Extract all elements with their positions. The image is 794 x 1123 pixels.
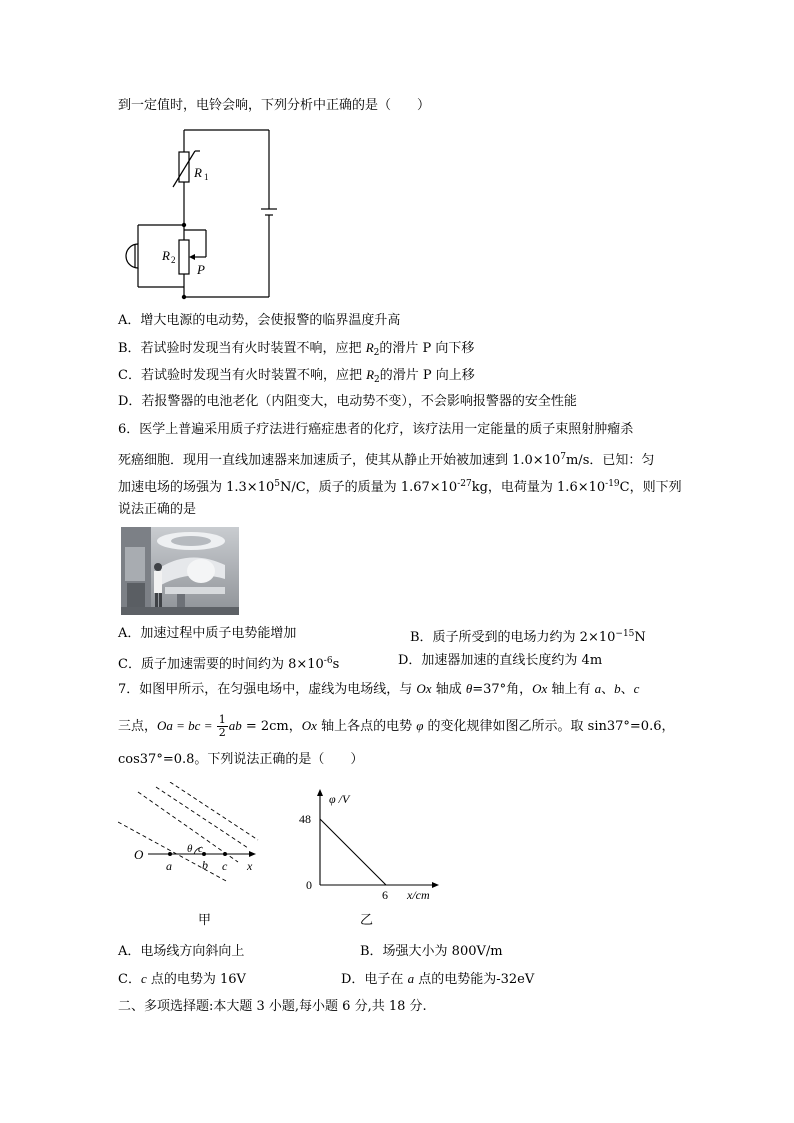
q7-stem-line1: 7．如图甲所示，在匀强电场中，虚线为电场线，与 Ox 轴成 θ=37°角，Ox 轴上有 a、b、c xyxy=(118,681,640,697)
q6-stem-line2: 死癌细胞．现用一直线加速器来加速质子，使其从静止开始被加速到 $1.0\times 10^7m/s$．已知：匀 xyxy=(118,452,655,468)
point-b-label: b xyxy=(202,858,208,872)
q5-option-b: B．若试验时发现当有火时装置不响，应把 $R_2$的滑片 P 向下移 xyxy=(118,340,475,358)
point-a-label: a xyxy=(166,859,172,873)
one-half-fraction: $\frac{1}{2}$ xyxy=(218,713,226,739)
slider-label: P xyxy=(197,262,205,277)
theta-label: θ xyxy=(187,843,193,855)
q7-option-c: C．c 点的电势为 16V xyxy=(118,971,246,987)
q6-stem-line1: 6．医学上普遍采用质子疗法进行癌症患者的化疗，该疗法用一定能量的质子束照射肿瘤杀 xyxy=(118,422,634,437)
section-2-heading: 二、多项选择题:本大题 3 小题,每小题 6 分,共 18 分. xyxy=(118,999,427,1014)
figure-jia-field-lines xyxy=(118,782,268,882)
origin-zero: 0 xyxy=(306,878,312,892)
y-axis-label: φ /V xyxy=(329,792,350,806)
q6-stem-line3: 加速电场的场强为 $1.3\times 10^5N/C$，质子的质量为 $1.67\times 10^{-27}kg$，电荷量为 $1.6\times 10^{-19}C$，则下列 xyxy=(118,479,682,495)
q5-option-d: D．若报警器的电池老化（内阻变大，电动势不变），不会影响报警器的安全性能 xyxy=(118,394,577,409)
q5-option-c: C．若试验时发现当有火时装置不响，应把 $R_2$的滑片 P 向上移 xyxy=(118,367,475,385)
q7-option-a: A．电场线方向斜向上 xyxy=(118,944,245,959)
x-axis-label-jia: x xyxy=(247,859,253,873)
q7-stem-line2: 三点，Oa = bc = $\frac{1}{2}$ ab = 2cm，Ox 轴上各点的电势 φ 的变化规律如图乙所示。取 sin37°=0.6， xyxy=(118,713,675,739)
point-c-small-label: c xyxy=(198,843,203,855)
q5-stem-tail: 到一定值时，电铃会响，下列分析中正确的是（ ） xyxy=(118,98,431,113)
q5-option-a: A．增大电源的电动势，会使报警的临界温度升高 xyxy=(118,313,401,328)
x-axis-label-yi: x/cm xyxy=(407,888,430,900)
figure-jia-caption: 甲 xyxy=(198,913,212,928)
r1-label: R xyxy=(194,165,202,180)
figure-yi-potential-graph xyxy=(295,785,445,900)
y-tick-48: 48 xyxy=(299,812,311,826)
point-c-label: c xyxy=(222,859,228,873)
r2-subscript: 2 xyxy=(171,255,176,265)
x-tick-6: 6 xyxy=(382,888,388,900)
q6-option-d: D．加速器加速的直线长度约为 4m xyxy=(398,653,603,668)
q7-option-d: D．电子在 a 点的电势能为-32eV xyxy=(341,971,535,987)
origin-o-label: O xyxy=(134,847,144,862)
q6-option-b: B．质子所受到的电场力约为 $2\times 10^{-15}N$ xyxy=(410,629,646,645)
q6-option-c: C．质子加速需要的时间约为 $8\times 10^{-6}s$ xyxy=(118,656,340,672)
q6-stem-line4: 说法正确的是 xyxy=(118,502,197,517)
q7-stem-line3: cos37°=0.8。下列说法正确的是（ ） xyxy=(118,752,364,767)
alarm-circuit-diagram xyxy=(118,122,278,302)
proton-therapy-photo xyxy=(121,527,239,615)
r1-subscript: 1 xyxy=(204,172,209,182)
q7-option-b: B．场强大小为 800V/m xyxy=(360,944,503,959)
figure-yi-caption: 乙 xyxy=(360,913,374,928)
q6-option-a: A．加速过程中质子电势能增加 xyxy=(118,626,297,641)
r2-label: R xyxy=(162,248,170,263)
